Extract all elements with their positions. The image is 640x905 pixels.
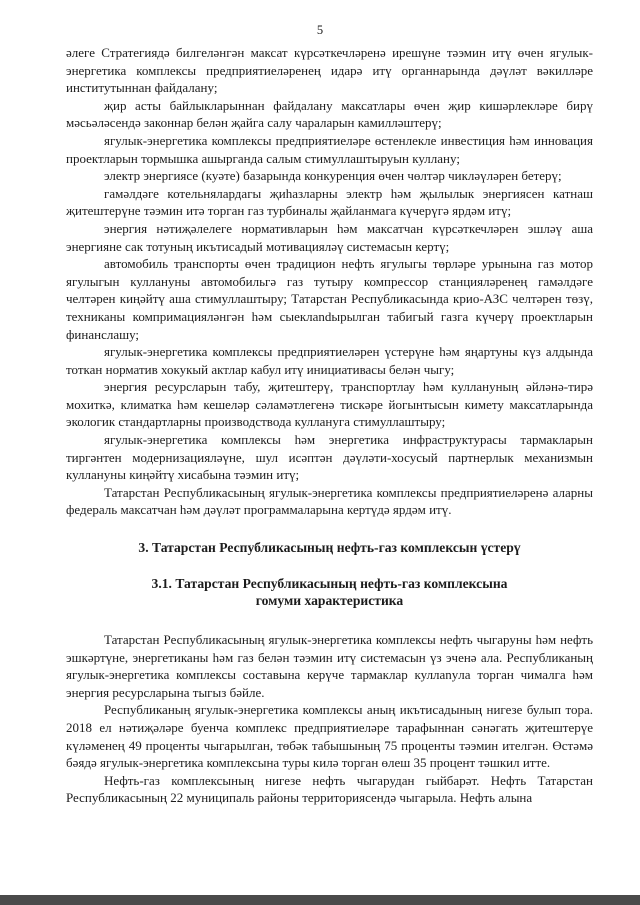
section-heading: 3. Татарстан Республикасының нефть-газ комплексын үстерү — [138, 540, 521, 556]
subsection-heading — [66, 575, 593, 609]
paragraph: Татарстан Республикасының ягулык-энергетика комплексы предприятиеләренә аларны федераль максатчан һәм дәүләт программаларына кертүдә ярдәм итү. — [66, 484, 593, 518]
paragraph: энергия ресурсларын табу, җитештерү, транспортлау һәм куллануның әйләнә-тирә мохиткә, климатка һәм кешеләр сәламәтлегенә тискәре йогынтысын кимету максатларында экологик стандартларны производствода куллануга стимуллаштыру; — [66, 379, 593, 430]
paragraph: автомобиль транспорты өчен традицион нефть ягулыгы төрләре урынына газ мотор ягулыгын куллануны автомобильгә газ тутыру компрессор станцияләренең гамәлдәге челтәрен киңәйтү аша стимуллаштыру; Татарстан Республикасында крио-АЗС челтәрен төзү, техниканы компримацияләнгән һәм сыеклandырылган табигый газга күчерү проектларын финанслашу; — [66, 256, 593, 342]
page-number: 5 — [316, 23, 324, 37]
subsection-heading-line-1: 3.1. Татарстан Республикасының нефть-газ комплексына — [151, 576, 508, 592]
paragraph: җир асты байлыкларыннан файдалану максатлары өчен җир кишәрлекләре бирү мәсьәләсендә законнар белән җайга салу чараларын камилләштерү; — [66, 97, 593, 131]
subsection-heading-line-2: гомуми характеристика — [255, 593, 404, 609]
paragraph: электр энергиясе (куәте) базарында конкуренция өчен чөлтәр чикләүләрен бетерү; — [104, 168, 562, 184]
document-body — [66, 44, 593, 807]
paragraph: ягулык-энергетика комплексы һәм энергетика инфраструктурасы тармакларын тиргәнтен модернизацияләүне, шул исәптән дәүләти-хосусый партнерлык механизмын куллануны киңәйтү хисабына тәэмин итү; — [66, 432, 593, 483]
paragraph: ягулык-энергетика комплексы предприятиеләре өстенлекле инвестиция һәм инновация проектларын тормышка ашырганда салым стимуллаштыруын куллану; — [66, 132, 593, 166]
paragraph: энергия нәтиҗәлелеге нормативларын һәм максатчан күрсәткечләрен эшләү аша энергияне сак тотуның икътисадый мотивацияләү системасын кертү; — [66, 220, 593, 254]
paragraph: ягулык-энергетика комплексы предприятиеләрен үстерүне һәм яңартуны күз алдында тоткан норматив хокукый актлар кабул итү инициативасы белән чыгу; — [66, 344, 593, 377]
paragraph: Нефть-газ комплексының нигезе нефть чыгарудан гыйбарәт. Нефть Татарстан Республикасының 22 муниципаль районы территориясендә чыгарыла. Нефть алына — [66, 772, 593, 806]
paragraph: Татарстан Республикасының ягулык-энергетика комплексы нефть чыгаруны һәм нефть эшкәртүне, энергетиканы һәм газ белән тәэмин итү системасын үз эченә ала. Республиканың ягулык-энергетика комплексы составына керүче тармаклар куллanyла торган чималга һәм энергия ресурсларына тыгыз бәйле. — [66, 632, 593, 700]
paragraph: гамәлдәге котельнялардагы җиһазларны электр һәм җылылык энергиясен катнаш җитештерүне тәэмин итә торган газ турбиналы җайланмага күчерүгә ярдәм итү; — [66, 185, 593, 219]
paragraph: әлеге Стратегиядә билгеләнгән максат күрсәткечләренә ирешүне тәэмин итү өчен ягулык-энергетика комплексы предприятиеләренең идарә итү органнарында дәүләт вәкилләре институтыннан файдалану; — [66, 45, 593, 96]
paragraph: Республиканың ягулык-энергетика комплексы аның икътисадының нигезе булып тора. 2018 ел нәтиҗәләре буенча комплекс предприятиеләре тарафыннан сәнәгать җитештерүе күләменең 49 проценты чыгарылган, төбәк табышының 75 проценты тәэмин ителгән. Өстәмә бәядә ягулык-энергетика комплексына туры килә торган өлеш 35 процент тәшкил итте. — [66, 702, 593, 771]
scan-bottom-edge — [0, 895, 640, 905]
